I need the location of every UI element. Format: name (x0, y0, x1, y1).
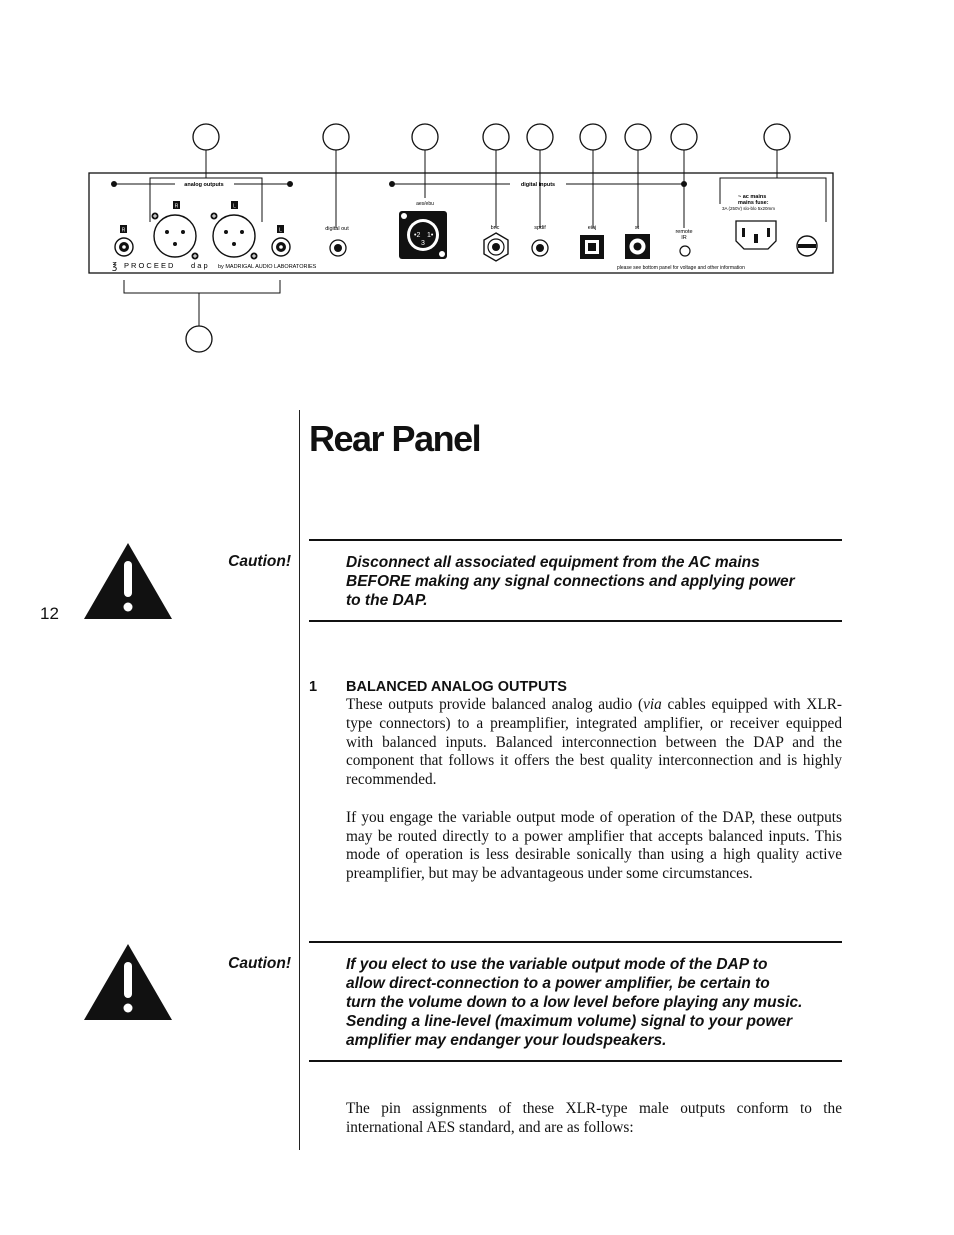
callout-circle (625, 124, 651, 150)
svg-text:digital inputs: digital inputs (520, 182, 556, 188)
closing-paragraph: The pin assignments of these XLR-type male outputs conform to the international AES standard, and are as follows: (346, 1100, 842, 1136)
divider (309, 620, 842, 622)
section-number: 1 (309, 679, 318, 695)
svg-text:•2: •2 (414, 232, 421, 239)
svg-text:1•: 1• (427, 232, 434, 239)
callout-circle (193, 124, 219, 150)
svg-text:P R O C E E D: P R O C E E D (124, 261, 174, 270)
svg-text:mains fuse:: mains fuse: (738, 200, 769, 206)
divider (309, 941, 842, 943)
svg-text:L: L (233, 203, 236, 210)
callout-circle (671, 124, 697, 150)
paragraph: These outputs provide balanced analog audio (via cables equipped with XLR-type connectors) to a preamplifier, integrated amplifier, or receiver equipped with balanced inputs. Balanced interconnection between the DAP and the component that follows it offers the best quality interconnection and is highly recommended. (346, 696, 842, 789)
caution-label: Caution! (228, 553, 291, 570)
margin-rule (299, 410, 300, 1150)
svg-text:R: R (174, 203, 179, 210)
svg-text:by MADRIGAL AUDIO LABORATORIES: by MADRIGAL AUDIO LABORATORIES (218, 264, 317, 270)
svg-text:spdif: spdif (534, 225, 546, 231)
svg-text:L: L (279, 227, 282, 234)
svg-text:3: 3 (421, 240, 425, 247)
callout-circle (186, 326, 212, 352)
paragraph: If you engage the variable output mode of operation of the DAP, these outputs may be routed directly to a power amplifier that accepts balanced inputs. This mode of operation is less desirable sonically than using a high quality active preamplifier, but may be advantageous under some circumstances. (346, 808, 842, 883)
svg-text:d a p: d a p (191, 261, 208, 270)
caution-label: Caution! (228, 955, 291, 972)
svg-text:aes/ebu: aes/ebu (416, 201, 434, 207)
callout-circle (483, 124, 509, 150)
svg-text:3A (250V) slo-blo 5x20mm: 3A (250V) slo-blo 5x20mm (722, 206, 776, 211)
svg-text:bnc: bnc (490, 225, 500, 231)
svg-text:~ ac mains: ~ ac mains (738, 194, 767, 200)
divider (309, 539, 842, 541)
divider (309, 1060, 842, 1062)
rear-panel-diagram (0, 110, 954, 360)
callout-circle (527, 124, 553, 150)
svg-text:remote: remote (675, 229, 693, 235)
svg-text:digital out: digital out (325, 226, 349, 232)
svg-text:R: R (121, 227, 126, 234)
svg-text:st: st (634, 225, 640, 231)
page-number: 12 (40, 604, 59, 623)
callout-circle (323, 124, 349, 150)
callout-circle (412, 124, 438, 150)
page-title: Rear Panel (309, 418, 481, 459)
svg-text:please see bottom panel for vo: please see bottom panel for voltage and other information (617, 265, 745, 271)
svg-text:eiaj: eiaj (587, 225, 597, 231)
svg-text:℥: ℥ (112, 261, 118, 271)
caution-text: If you elect to use the variable output mode of the DAP to allow direct-connection to a power amplifier, be certain to turn the volume down to a low level before playing any music. Sending a line-level (maximum volume) signal to your power amplifier may endanger your loudspeakers. (346, 956, 803, 1049)
section-body (346, 696, 842, 884)
caution-text: Disconnect all associated equipment from the AC mains BEFORE making any signal connections and applying power to the DAP. (346, 554, 795, 609)
svg-text:IR: IR (681, 235, 687, 241)
warning-triangle-icon (84, 543, 172, 621)
callout-circle (764, 124, 790, 150)
section-heading: BALANCED ANALOG OUTPUTS (346, 679, 567, 695)
svg-text:analog outputs: analog outputs (184, 182, 224, 188)
callout-circle (580, 124, 606, 150)
warning-triangle-icon (84, 944, 172, 1022)
